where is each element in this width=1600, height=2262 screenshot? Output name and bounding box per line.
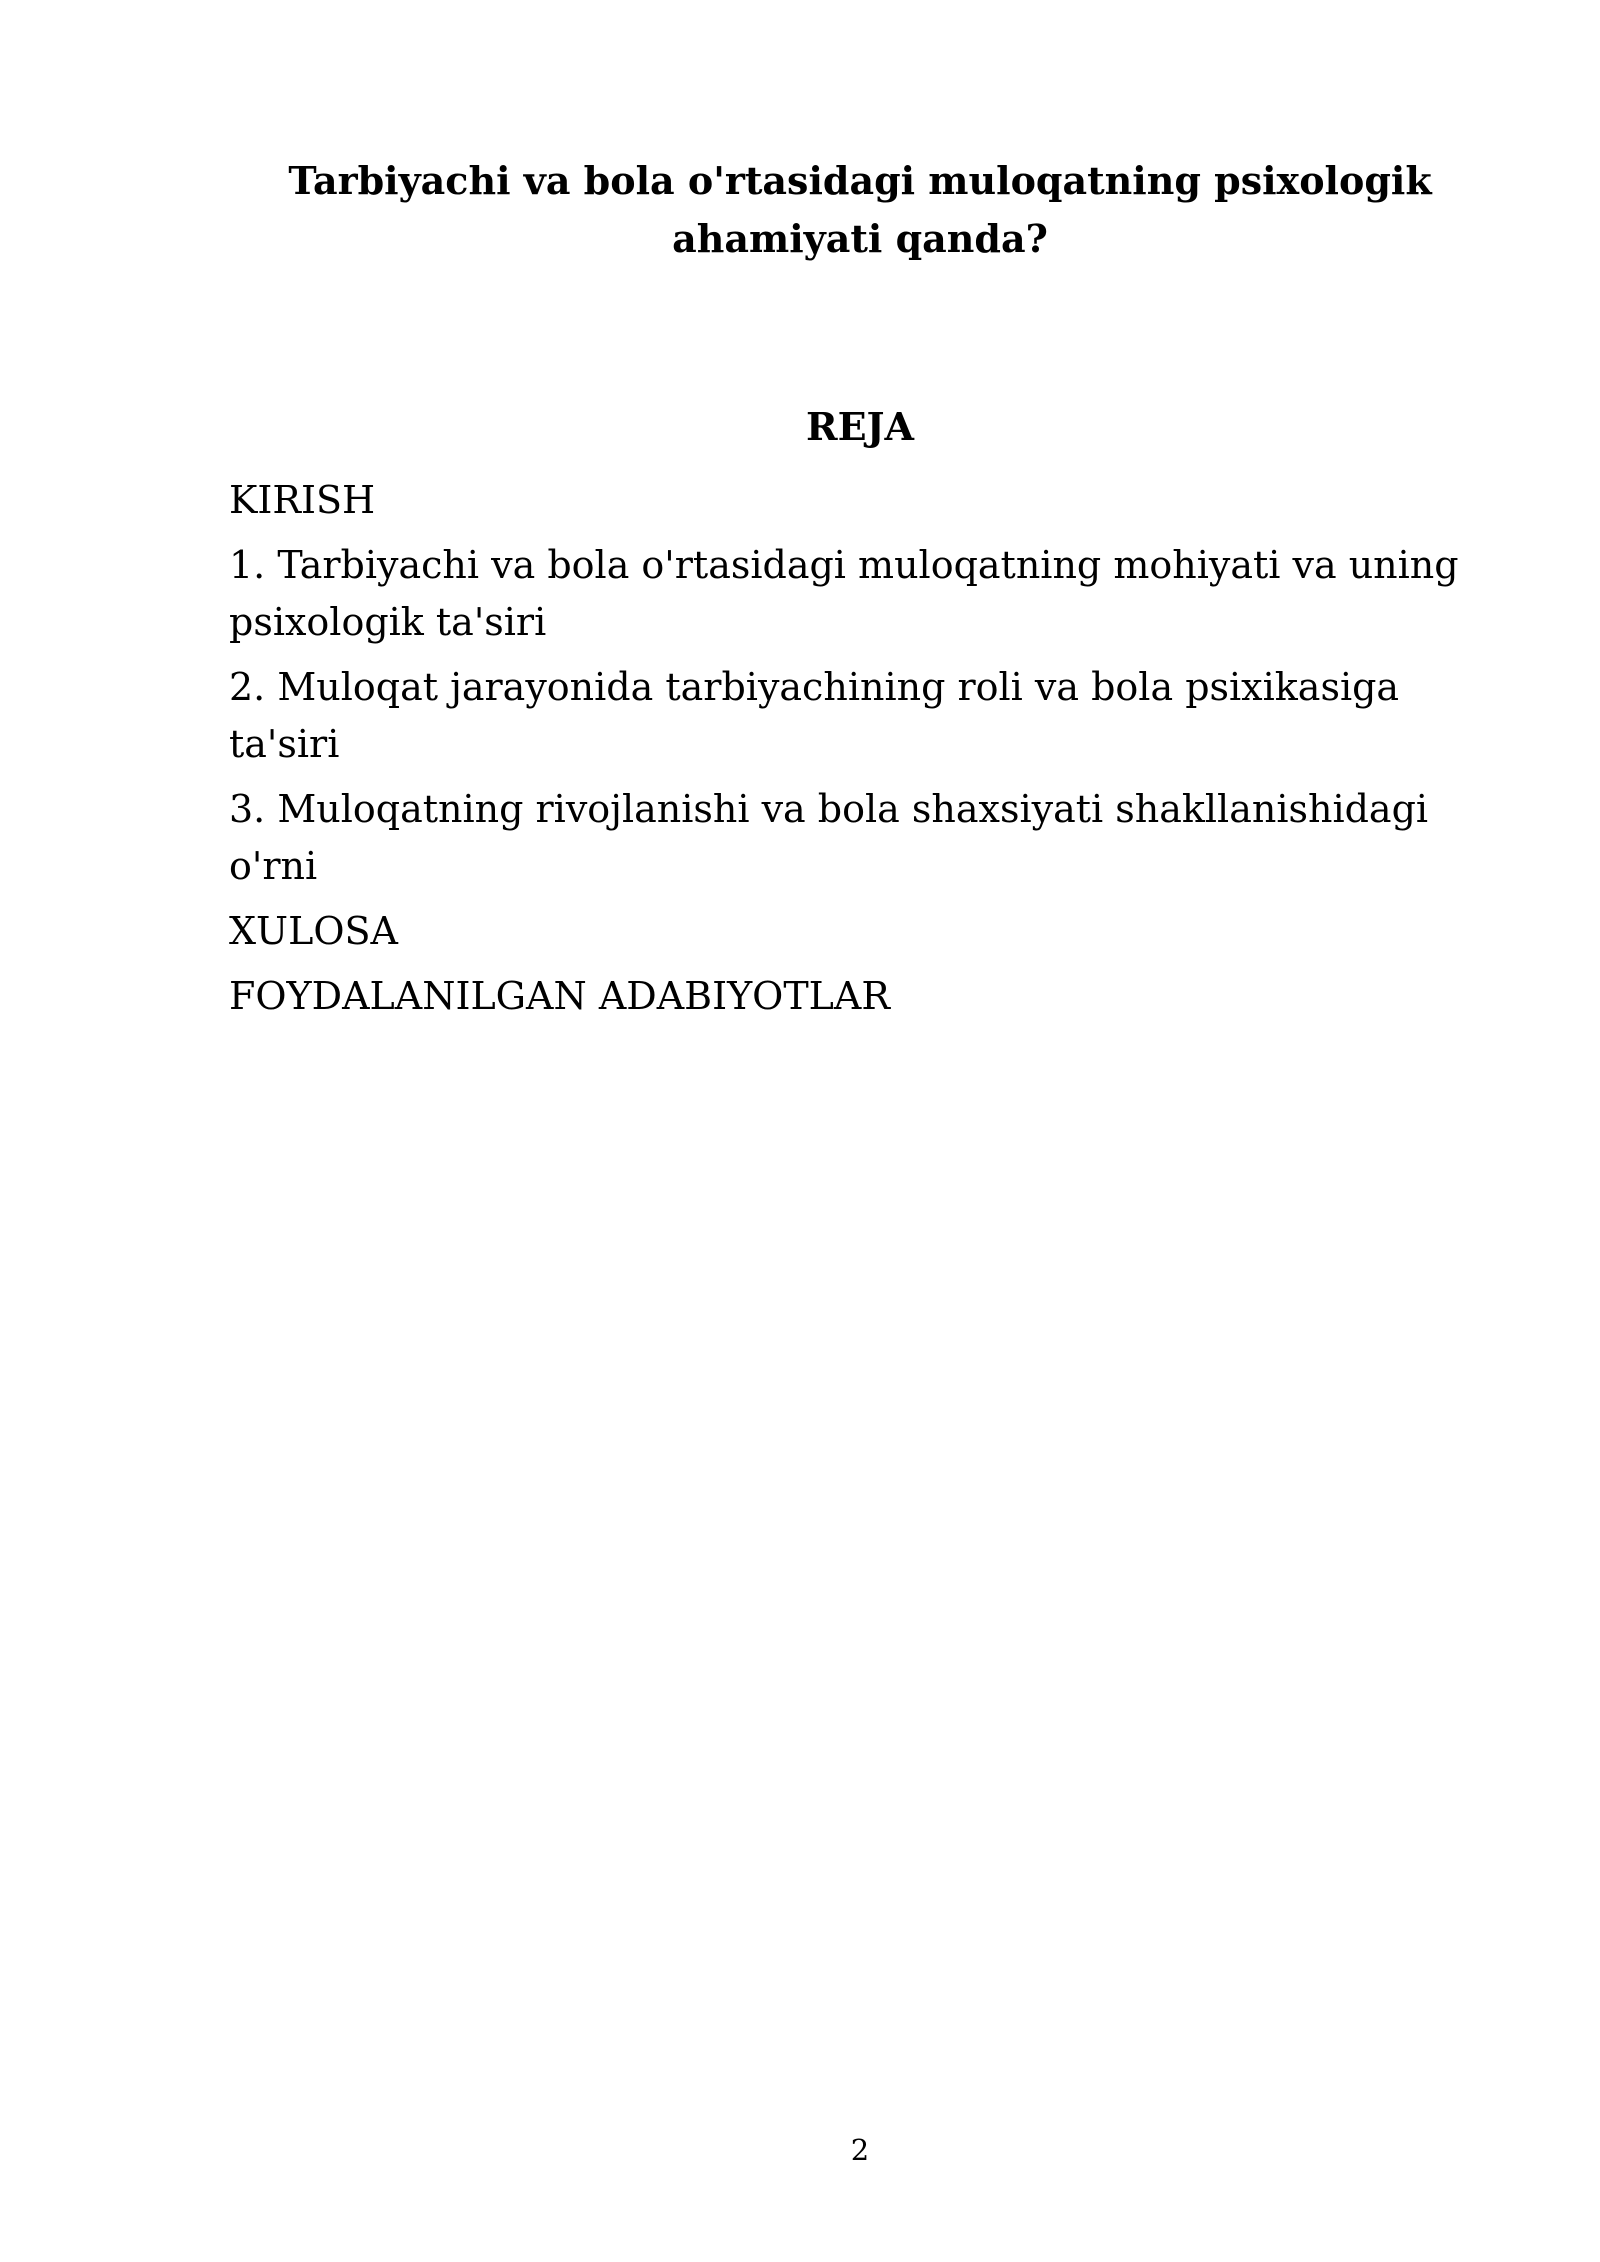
plan-item-1: 1. Tarbiyachi va bola o'rtasidagi muloqatning mohiyati va uning psixologik ta'siri [229, 543, 1459, 644]
plan-item-3: 3. Muloqatning rivojlanishi va bola shaxsiyati shakllanishidagi o'rni [229, 787, 1429, 888]
plan-heading: REJA [805, 404, 914, 449]
plan-item-conclusion: XULOSA [229, 909, 398, 953]
plan-item-references: FOYDALANILGAN ADABIYOTLAR [229, 974, 890, 1018]
document-title: Tarbiyachi va bola o'rtasidagi muloqatning psixologik ahamiyati qanda? [288, 158, 1432, 261]
plan-list [229, 472, 1489, 1033]
plan-item-2: 2. Muloqat jarayonida tarbiyachining roli va bola psixikasiga ta'siri [229, 665, 1400, 766]
plan-item-introduction: KIRISH [229, 478, 376, 522]
page-number: 2 [850, 2133, 870, 2167]
